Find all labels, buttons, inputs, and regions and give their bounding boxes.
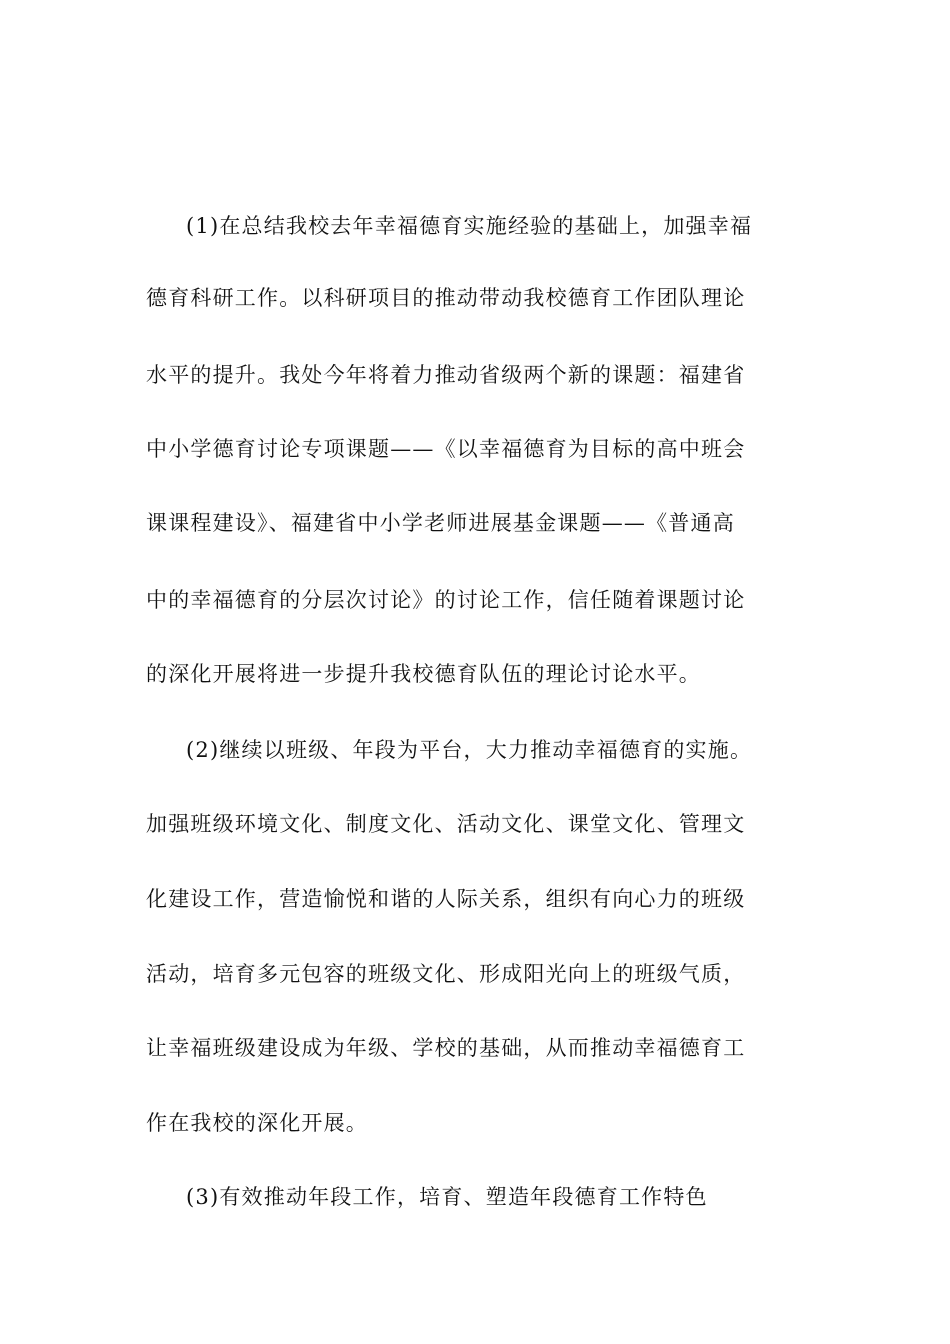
paragraph-line: 课课程建设》、福建省中小学老师进展基金课题——《普通高: [146, 511, 735, 535]
paragraph-line: 活动，培育多元包容的班级文化、形成阳光向上的班级气质，: [146, 962, 746, 986]
paragraph-line: 让幸福班级建设成为年级、学校的基础，从而推动幸福德育工: [146, 1036, 746, 1060]
paragraph-line: 中的幸福德育的分层次讨论》的讨论工作，信任随着课题讨论: [146, 588, 746, 612]
paragraph-line: 中小学德育讨论专项课题——《以幸福德育为目标的高中班会: [146, 437, 746, 461]
paragraph-line: 的深化开展将进一步提升我校德育队伍的理论讨论水平。: [146, 662, 701, 686]
paragraph-line: 化建设工作，营造愉悦和谐的人际关系，组织有向心力的班级: [146, 887, 746, 911]
paragraph-line: (3)有效推动年段工作，培育、塑造年段德育工作特色: [186, 1185, 708, 1209]
paragraph-line: 作在我校的深化开展。: [146, 1111, 368, 1135]
paragraph-line: 加强班级环境文化、制度文化、活动文化、课堂文化、管理文: [146, 812, 746, 836]
paragraph-line: (2)继续以班级、年段为平台，大力推动幸福德育的实施。: [186, 738, 753, 762]
paragraph-line: (1)在总结我校去年幸福德育实施经验的基础上，加强幸福: [186, 214, 753, 238]
paragraph-line: 德育科研工作。以科研项目的推动带动我校德育工作团队理论: [146, 286, 746, 310]
paragraph-line: 水平的提升。我处今年将着力推动省级两个新的课题：福建省: [146, 363, 746, 387]
